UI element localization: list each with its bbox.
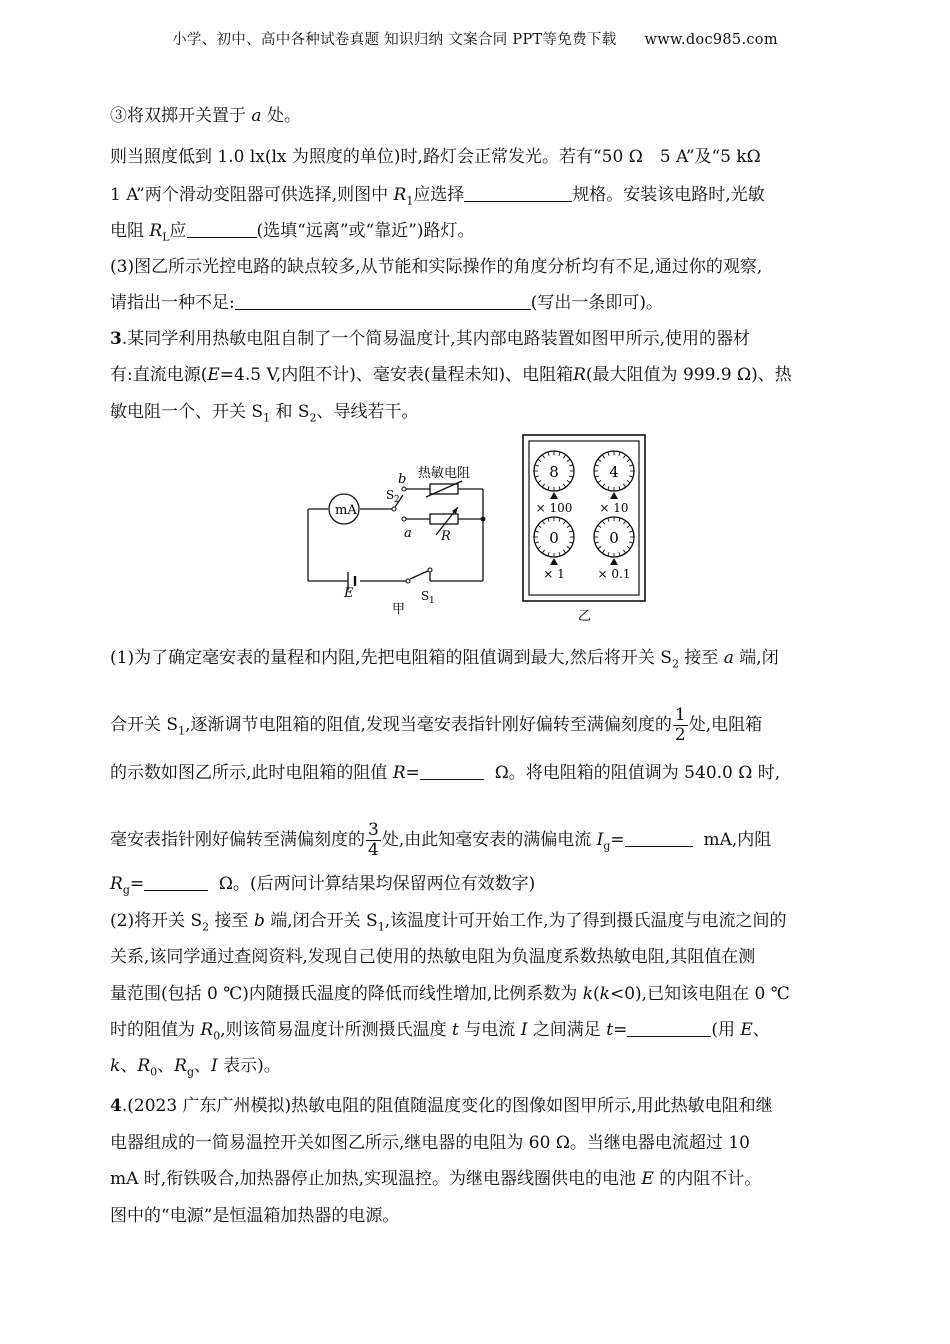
q4-line1: 4.(2023 广东广州模拟)热敏电阻的阻值随温度变化的图像如图甲所示,用此热敏电阻和继	[110, 1096, 773, 1116]
resistor-box-symbol	[430, 514, 458, 524]
q2-step3: ③将双掷开关置于 a 处。	[110, 106, 301, 126]
q3-part1-line5: $R_g= \Omega$。(后两问计算结果均保留两位有效数字)	[110, 874, 536, 897]
q3-part1-line4: 毫安表指针刚好偏转至满偏刻度的 $\frac{3}{4}$ 处,由此知毫安表的满偏电流 $I_g=$ mA,内阻	[110, 820, 772, 860]
answer-blank[interactable]	[144, 874, 208, 891]
dial-digit: 0	[549, 529, 559, 547]
meter-label: mA	[335, 503, 357, 518]
switch-s2-label: S	[386, 488, 395, 502]
dial-multiplier: × 1	[543, 567, 565, 581]
dial-multiplier: × 100	[535, 501, 573, 515]
header-url[interactable]: www.doc985.com	[644, 32, 778, 48]
q2-line1: 则当照度低到 1.0 lx(lx 为照度的单位)时,路灯会正常发光。若有“50 Ω 5 A”及“5 kΩ	[110, 147, 761, 167]
q3-line3: 敏电阻一个、开关 $S_1$ 和 $S_2$、导线若干。	[110, 402, 419, 425]
dial-pointer-icon	[610, 492, 618, 499]
q4-line4: 图中的“电源”是恒温箱加热器的电源。	[110, 1206, 400, 1226]
answer-blank[interactable]	[627, 1020, 711, 1037]
answer-blank[interactable]	[187, 221, 257, 238]
circuit-diagram-jia	[300, 455, 500, 615]
fraction-one-half: $\frac{1}{2}$	[674, 705, 686, 745]
fraction-three-quarters: $\frac{3}{4}$	[368, 820, 379, 860]
dial-pointer-icon	[610, 558, 618, 565]
dial-multiplier: × 0.1	[597, 567, 631, 581]
answer-blank[interactable]	[625, 830, 693, 847]
q2-line5: 请指出一种不足: (写出一条即可)。	[110, 293, 663, 313]
dial-digit: 0	[609, 529, 619, 547]
svg-text:2: 2	[394, 495, 400, 505]
q3-part2-line3: 量范围(包括 0 ℃)内随摄氏温度的降低而线性增加,比例系数为 k(k<0),已知该电阻在 0 ℃	[110, 984, 790, 1004]
q3-part2-line1: (2)将开关 $S_2$ 接至 b 端,闭合开关 $S_1$,该温度计可开始工作,为了得到摄氏温度与电流之间的	[110, 911, 787, 934]
q4-line3: mA 时,衔铁吸合,加热器停止加热,实现温控。为继电器线圈供电的电池 E 的内阻不计。	[110, 1169, 762, 1189]
q4-line2: 电器组成的一简易温控开关如图乙所示,继电器的电阻为 60 Ω。当继电器电流超过 10	[110, 1133, 750, 1153]
dial-pointer-icon	[550, 492, 558, 499]
resistance-box-yi	[522, 434, 646, 624]
answer-blank[interactable]	[235, 293, 531, 310]
answer-blank[interactable]	[420, 763, 484, 780]
q3-line1: 3.某同学利用热敏电阻自制了一个简易温度计,其内部电路装置如图甲所示,使用的器材	[110, 329, 751, 349]
figure-yi-caption: 乙	[578, 609, 592, 624]
q3-part2-line2: 关系,该同学通过查阅资料,发现自己使用的热敏电阻为负温度系数热敏电阻,其阻值在测	[110, 947, 756, 967]
q3-part1-line1: (1)为了确定毫安表的量程和内阻,先把电阻箱的阻值调到最大,然后将开关 $S_2$ 接至 a 端,闭	[110, 648, 779, 671]
battery-label: E	[344, 586, 354, 601]
terminal-b-label: b	[398, 472, 407, 487]
dial-group	[534, 451, 634, 581]
q3-part1-line2: 合开关 $S_1$,逐渐调节电阻箱的阻值,发现当毫安表指针刚好偏转至满偏刻度的 $\frac{1}{2}$ 处,电阻箱	[110, 705, 763, 745]
terminal-a-label: a	[404, 526, 412, 541]
resistor-label: R	[441, 529, 451, 544]
header-text: 小学、初中、高中各种试卷真题 知识归纳 文案合同 PPT等免费下载	[172, 32, 617, 48]
q3-part1-line3: 的示数如图乙所示,此时电阻箱的阻值 R= Ω。将电阻箱的阻值调为 540.0 Ω 时,	[110, 763, 781, 783]
figure-jia-caption: 甲	[392, 602, 406, 615]
switch-s1-label: S	[421, 589, 430, 603]
q3-line2: 有:直流电源(E=4.5 V,内阻不计)、毫安表(量程未知)、电阻箱R(最大阻值为 999.9 Ω)、热	[110, 365, 792, 385]
dial-digit: 8	[549, 463, 559, 481]
dial-pointer-icon	[550, 558, 558, 565]
q2-line2: 1 A”两个滑动变阻器可供选择,则图中 $R_1$应选择 规格。安装该电路时,光敏	[110, 185, 765, 208]
answer-blank[interactable]	[464, 185, 572, 202]
svg-text:1: 1	[429, 596, 435, 606]
dial-multiplier: × 10	[599, 501, 629, 515]
q3-part2-line5: k、$R_0$、$R_g$、I 表示)。	[110, 1056, 281, 1079]
q3-part2-line4: 时的阻值为 $R_0$,则该简易温度计所测摄氏温度 t 与电流 I 之间满足 t= (用 E、	[110, 1020, 770, 1043]
dial-digit: 4	[609, 463, 619, 481]
page-header	[0, 28, 950, 49]
q2-line3: 电阻 $R_L$应 (选填“远离”或“靠近”)路灯。	[110, 221, 475, 244]
q2-line4: (3)图乙所示光控电路的缺点较多,从节能和实际操作的角度分析均有不足,通过你的观察,	[110, 257, 763, 277]
thermistor-label: 热敏电阻	[418, 466, 471, 481]
